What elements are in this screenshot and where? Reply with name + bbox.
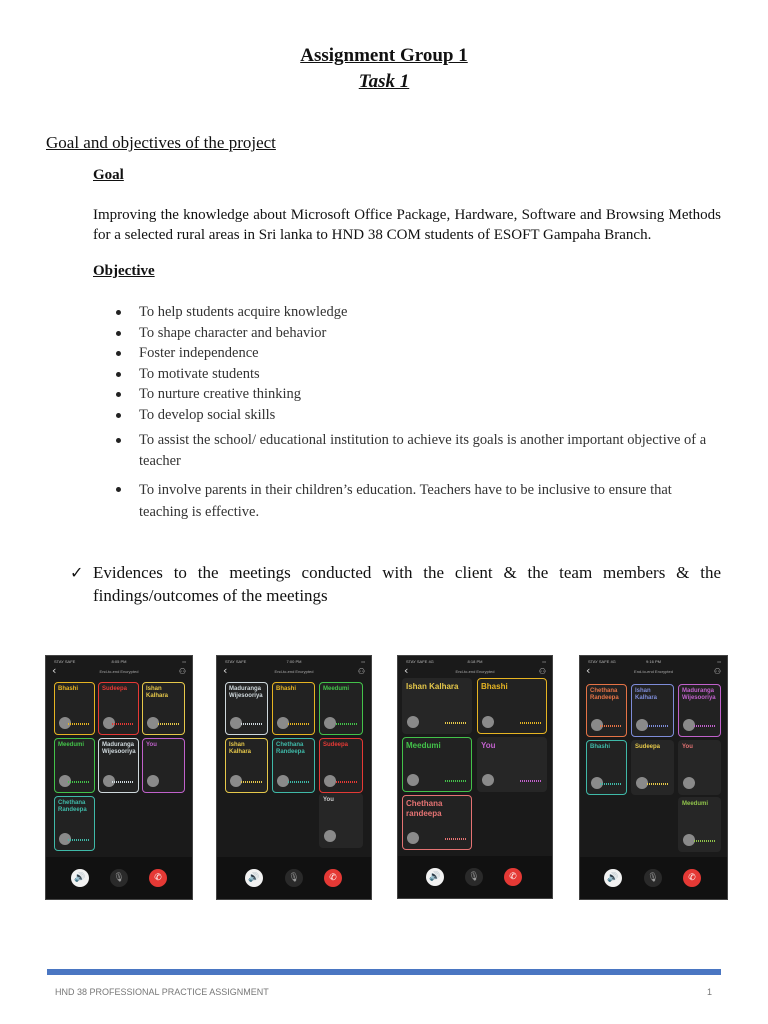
objective-text: Foster independence	[139, 345, 259, 361]
participant-tile	[678, 740, 721, 795]
participant-name: Meedumi	[323, 686, 350, 692]
audio-wave-icon	[445, 780, 467, 782]
speaker-button[interactable]: 🔊	[245, 869, 263, 887]
participant-name: You	[481, 741, 496, 750]
bullet-icon	[116, 438, 121, 443]
status-time: 7:00 PM	[286, 659, 302, 664]
audio-wave-icon	[336, 723, 358, 725]
objective-item	[93, 323, 713, 344]
back-chevron-icon: ‹	[586, 664, 591, 677]
audio-wave-icon	[520, 780, 542, 782]
participant-name: Ishan Kalhara	[406, 682, 459, 691]
add-participant-icon: ⚇	[178, 667, 186, 676]
avatar	[482, 774, 494, 786]
objective-item	[93, 430, 713, 471]
speaker-button[interactable]: 🔊	[426, 868, 444, 886]
document-title: Assignment Group 1	[300, 45, 468, 66]
participant-tile	[272, 738, 315, 793]
evidence-statement	[70, 561, 721, 607]
call-topbar	[398, 666, 552, 678]
objective-heading: Objective	[93, 263, 155, 279]
call-topbar	[217, 666, 371, 678]
status-carrier: STAY SAFE	[225, 659, 247, 664]
bullet-icon	[116, 351, 121, 356]
objective-text: To motivate students	[139, 365, 260, 382]
encryption-label: End-to-end Encrypted	[274, 669, 314, 674]
participant-name: Meedumi	[58, 742, 85, 748]
audio-wave-icon	[112, 781, 134, 783]
meeting-screenshot-4	[579, 655, 728, 900]
participant-tile	[586, 740, 627, 795]
participant-name: Ishan Kalhara	[146, 686, 169, 699]
participant-name: Ishan Kalhara	[635, 688, 658, 701]
end-call-button[interactable]: ✆	[149, 869, 167, 887]
avatar	[407, 774, 419, 786]
participant-name: Bhashi	[276, 686, 297, 692]
bullet-icon	[116, 487, 121, 492]
participant-tile	[631, 740, 674, 795]
status-time: 8:18 PM	[467, 659, 483, 664]
add-participant-icon: ⚇	[357, 667, 365, 676]
audio-wave-icon	[68, 781, 90, 783]
end-call-button[interactable]: ✆	[324, 869, 342, 887]
call-controls	[398, 856, 552, 898]
checkmark-icon: ✓	[70, 563, 84, 582]
participant-tile	[225, 682, 268, 735]
add-participant-icon: ⚇	[538, 667, 546, 676]
audio-wave-icon	[336, 781, 358, 783]
mute-button[interactable]: 🎙	[285, 869, 303, 887]
participant-name: Bhashi	[590, 744, 611, 750]
participant-name: You	[146, 742, 157, 748]
avatar	[482, 716, 494, 728]
avatar	[407, 716, 419, 728]
participant-name: You	[682, 744, 693, 750]
back-chevron-icon: ‹	[52, 664, 57, 677]
participant-tile	[272, 682, 315, 735]
participant-tile	[98, 738, 139, 793]
mute-button[interactable]: 🎙	[110, 869, 128, 887]
participant-name: Bhashi	[481, 682, 508, 691]
goal-heading: Goal	[93, 167, 124, 183]
avatar	[324, 830, 336, 842]
participant-name: You	[323, 797, 334, 803]
audio-wave-icon	[112, 723, 134, 725]
bullet-icon	[116, 413, 121, 418]
participant-tile	[98, 682, 139, 735]
encryption-label: End-to-end Encrypted	[634, 669, 673, 674]
audio-wave-icon	[694, 840, 716, 842]
objective-item	[93, 479, 713, 523]
objective-text: To assist the school/ educational institution to achieve its goals is another important objective of a teacher	[139, 432, 707, 469]
objective-text: To shape character and behavior	[139, 324, 327, 341]
bullet-icon	[116, 331, 121, 336]
audio-wave-icon	[600, 783, 622, 785]
status-carrier: STAY SAFE 4G	[406, 659, 434, 664]
call-controls	[580, 857, 727, 899]
objective-item	[93, 364, 713, 385]
footer-text: HND 38 PROFESSIONAL PRACTICE ASSIGNMENT	[55, 987, 269, 997]
audio-wave-icon	[288, 781, 310, 783]
meeting-screenshot-3	[397, 655, 553, 899]
mute-button[interactable]: 🎙	[644, 869, 662, 887]
bullet-icon	[116, 372, 121, 377]
audio-wave-icon	[600, 725, 622, 727]
meeting-screenshot-2	[216, 655, 372, 900]
participant-name: Sudeepa	[323, 742, 349, 748]
encryption-label: End-to-end Encrypted	[455, 669, 495, 674]
participant-tile	[477, 678, 547, 734]
avatar	[147, 775, 159, 787]
objective-text: To involve parents in their children’s education. Teachers have to be inclusive to ensure that teaching is effective.	[139, 482, 672, 520]
participant-name: Maduranga Wijesooriya	[229, 686, 263, 699]
audio-wave-icon	[445, 838, 467, 840]
participant-tile	[678, 797, 721, 852]
battery-icon: ▭	[717, 659, 721, 664]
objective-item	[93, 384, 713, 405]
participant-name: Chethana Randeepa	[58, 800, 87, 813]
battery-icon: ▭	[182, 659, 186, 664]
participant-name: Meedumi	[682, 801, 709, 807]
participant-tile	[402, 737, 472, 792]
participant-name: Chethana randeepa	[406, 799, 443, 818]
audio-wave-icon	[520, 722, 542, 724]
objective-item	[93, 343, 713, 364]
participant-tile	[54, 738, 95, 793]
objective-item	[93, 302, 713, 323]
goal-paragraph: Improving the knowledge about Microsoft Office Package, Hardware, Software and Browsing Methods for a selected rural areas in Sri lanka to HND 38 COM students of ESOFT Gampaha Branch.	[93, 207, 721, 243]
participant-tile	[54, 682, 95, 735]
participant-tile	[678, 684, 721, 737]
avatar	[407, 832, 419, 844]
avatar	[324, 775, 336, 787]
avatar	[324, 717, 336, 729]
status-carrier: STAY SAFE	[54, 659, 76, 664]
participant-tile	[477, 737, 547, 792]
audio-wave-icon	[68, 839, 90, 841]
encryption-label: End-to-end Encrypted	[99, 669, 139, 674]
meeting-screenshot-1	[45, 655, 193, 900]
participant-name: Chethana Randeepa	[276, 742, 305, 755]
bullet-icon	[116, 392, 121, 397]
participant-tile	[402, 795, 472, 850]
evidence-text: Evidences to the meetings conducted with the client & the team members & the findings/outcomes of the meetings	[93, 563, 721, 605]
objective-item	[93, 405, 713, 426]
audio-wave-icon	[694, 725, 716, 727]
participant-name: Sudeepa	[635, 744, 661, 750]
audio-wave-icon	[647, 783, 669, 785]
call-topbar	[46, 666, 192, 678]
audio-wave-icon	[241, 723, 263, 725]
audio-wave-icon	[445, 722, 467, 724]
back-chevron-icon: ‹	[404, 664, 409, 677]
participant-tile	[142, 682, 185, 735]
section-heading: Goal and objectives of the project	[46, 133, 276, 152]
speaker-button[interactable]: 🔊	[604, 869, 622, 887]
end-call-button[interactable]: ✆	[683, 869, 701, 887]
participant-tile	[586, 684, 627, 737]
participant-name: Bhashi	[58, 686, 79, 692]
document-subtitle: Task 1	[358, 71, 410, 92]
audio-wave-icon	[68, 723, 90, 725]
audio-wave-icon	[241, 781, 263, 783]
objective-text: To nurture creative thinking	[139, 386, 302, 402]
participant-name: Maduranga Wijesooriya	[102, 742, 136, 755]
participant-tile	[631, 684, 674, 737]
participant-name: Chethana Randeepa	[590, 688, 619, 701]
speaker-button[interactable]: 🔊	[71, 869, 89, 887]
objective-text: To help students acquire knowledge	[139, 304, 348, 320]
participant-tile	[319, 682, 363, 735]
battery-icon: ▭	[361, 659, 365, 664]
participant-name: Ishan Kalhara	[229, 742, 252, 755]
avatar	[683, 777, 695, 789]
end-call-button[interactable]: ✆	[504, 868, 522, 886]
audio-wave-icon	[158, 723, 180, 725]
audio-wave-icon	[288, 723, 310, 725]
status-time: 8:05 PM	[111, 659, 127, 664]
participant-name: Sudeepa	[102, 686, 128, 692]
call-topbar	[580, 666, 727, 678]
page-number: 1	[707, 987, 713, 997]
back-chevron-icon: ‹	[223, 664, 228, 677]
add-participant-icon: ⚇	[713, 667, 721, 676]
call-controls	[46, 857, 192, 899]
battery-icon: ▭	[542, 659, 546, 664]
participant-tile	[142, 738, 185, 793]
footer-rule	[47, 969, 721, 975]
participant-name: Maduranga Wijesooriya	[682, 688, 716, 701]
participant-tile	[319, 738, 363, 793]
participant-tile	[54, 796, 95, 851]
status-carrier: STAY SAFE 4G	[588, 659, 616, 664]
call-controls	[217, 857, 371, 899]
participant-tile	[319, 793, 363, 848]
participant-tile	[225, 738, 268, 793]
participant-tile	[402, 678, 472, 734]
objective-text: To develop social skills	[139, 406, 276, 423]
audio-wave-icon	[647, 725, 669, 727]
objectives-list	[93, 302, 713, 523]
participant-name: Meedumi	[406, 741, 441, 750]
status-time: 9:16 PM	[646, 659, 661, 664]
bullet-icon	[116, 310, 121, 315]
mute-button[interactable]: 🎙	[465, 868, 483, 886]
